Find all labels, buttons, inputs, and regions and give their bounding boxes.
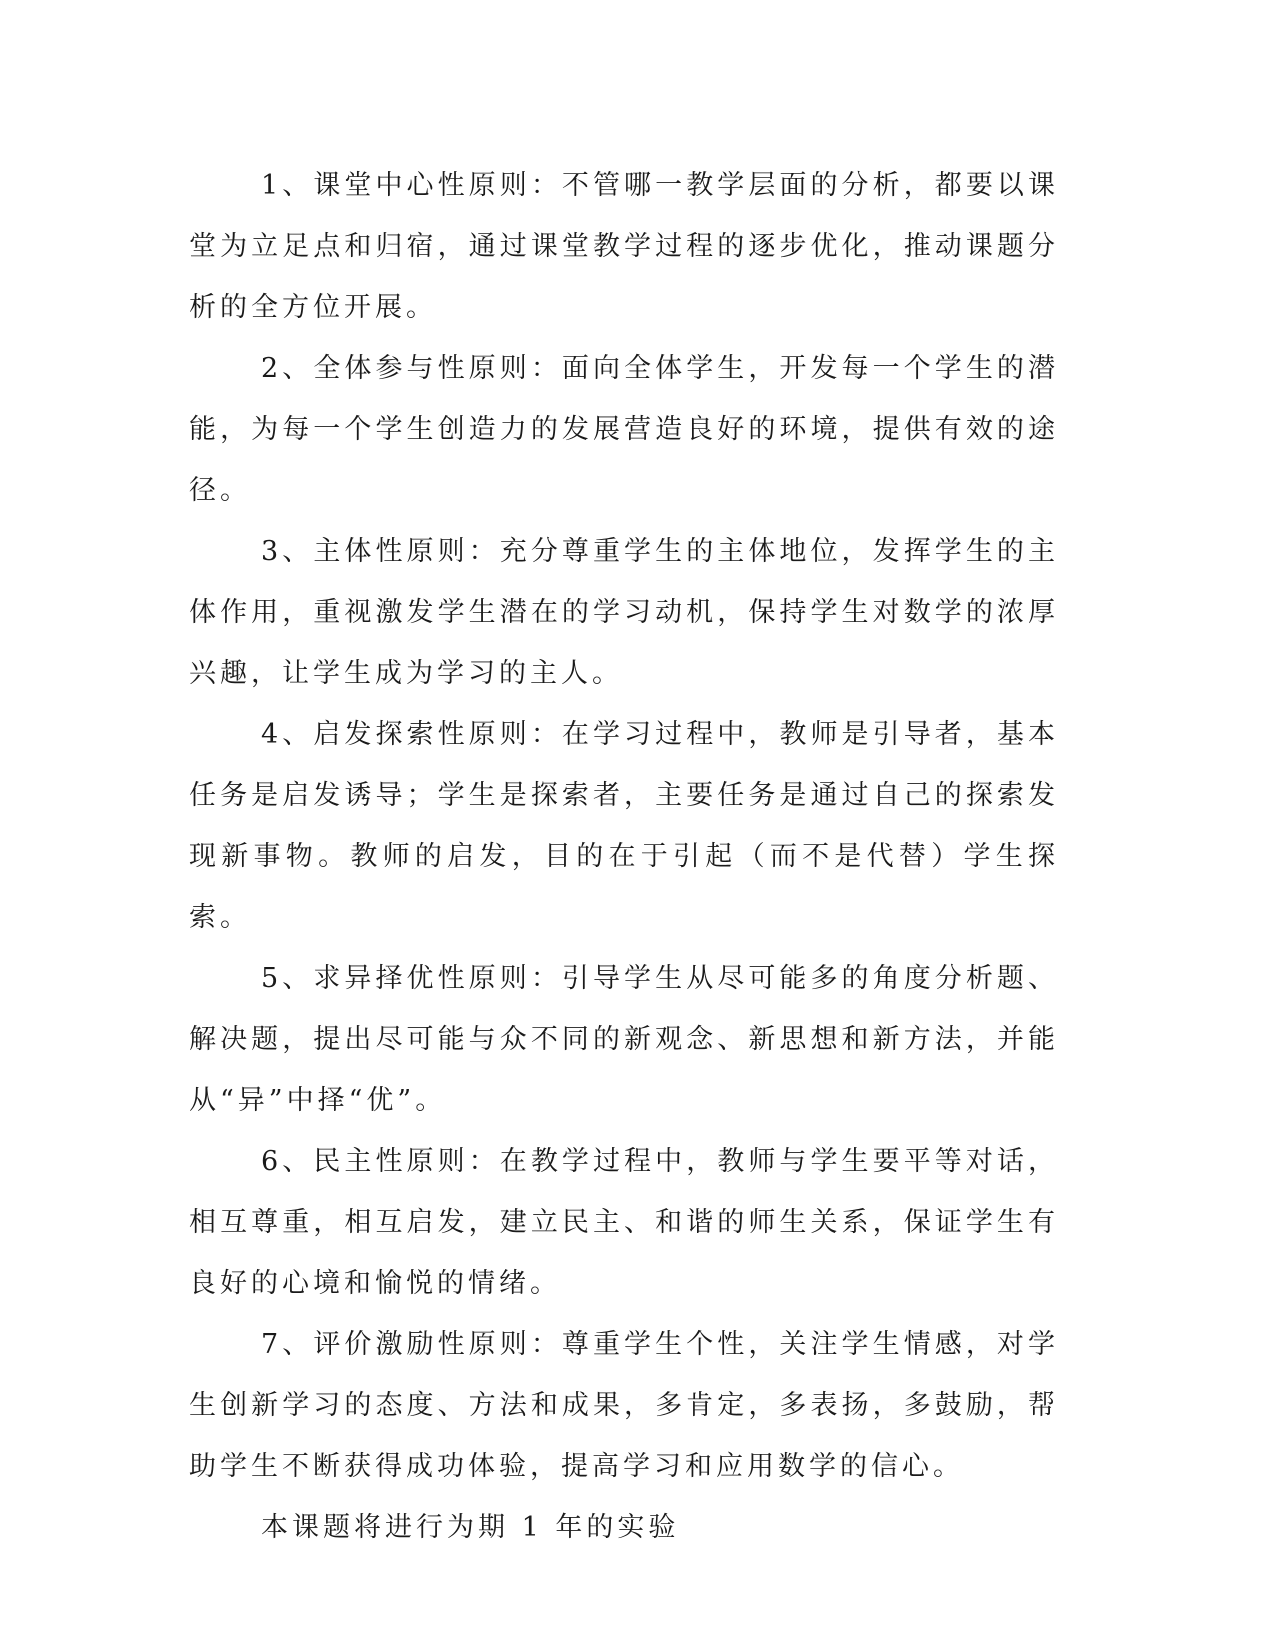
principle-paragraph-3: 3、主体性原则：充分尊重学生的主体地位，发挥学生的主体作用，重视激发学生潜在的学习动机，保持学生对数学的浓厚兴趣，让学生成为学习的主人。 — [189, 536, 1059, 689]
principle-paragraph-5: 5、求异择优性原则：引导学生从尽可能多的角度分析题、解决题，提出尽可能与众不同的新观念、新思想和新方法，并能从“异”中择“优”。 — [189, 963, 1059, 1116]
principle-paragraph-1: 1、课堂中心性原则：不管哪一教学层面的分析，都要以课堂为立足点和归宿，通过课堂教学过程的逐步优化，推动课题分析的全方位开展。 — [189, 170, 1059, 323]
experiment-duration-paragraph: 本课题将进行为期 1 年的实验 — [261, 1512, 680, 1543]
principle-paragraph-2: 2、全体参与性原则：面向全体学生，开发每一个学生的潜能，为每一个学生创造力的发展营造良好的环境，提供有效的途径。 — [189, 353, 1059, 506]
principle-paragraph-6: 6、民主性原则：在教学过程中，教师与学生要平等对话，相互尊重，相互启发，建立民主、和谐的师生关系，保证学生有良好的心境和愉悦的情绪。 — [189, 1146, 1059, 1299]
principle-paragraph-4: 4、启发探索性原则：在学习过程中，教师是引导者，基本任务是启发诱导；学生是探索者，主要任务是通过自己的探索发现新事物。教师的启发，目的在于引起（而不是代替）学生探索。 — [189, 719, 1059, 933]
document-body — [189, 155, 1059, 1558]
principle-paragraph-7: 7、评价激励性原则：尊重学生个性，关注学生情感，对学生创新学习的态度、方法和成果，多肯定，多表扬，多鼓励，帮助学生不断获得成功体验，提高学习和应用数学的信心。 — [189, 1329, 1059, 1482]
